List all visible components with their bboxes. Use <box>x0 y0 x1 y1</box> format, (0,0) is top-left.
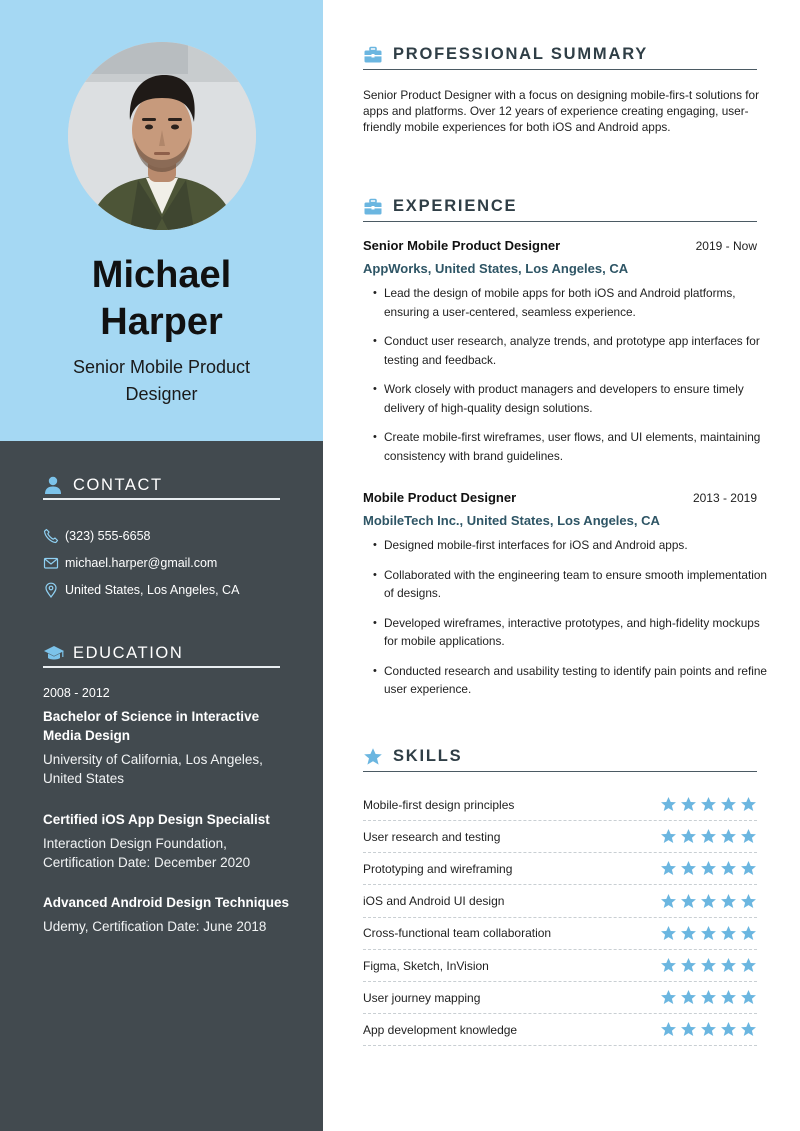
skill-name: User research and testing <box>363 829 501 844</box>
first-name: Michael <box>91 254 232 296</box>
rating-star-icon <box>720 989 737 1006</box>
user-icon <box>43 475 63 495</box>
graduation-cap-icon <box>43 643 63 663</box>
rating-star-icon <box>700 925 717 942</box>
skill-name: iOS and Android UI design <box>363 894 505 909</box>
education-item <box>43 810 293 872</box>
rating-star-icon <box>740 957 757 974</box>
rating-star-icon <box>680 796 697 813</box>
skill-rating <box>660 1021 757 1038</box>
education-institution: Udemy, Certification Date: June 2018 <box>43 919 267 934</box>
job-bullet: • Designed mobile-first interfaces for iOS and Android apps. <box>363 536 767 555</box>
job-bullet: • Developed wireframes, interactive prototypes, and high-fidelity mockups for mobile applications. <box>363 614 767 651</box>
profile-header <box>0 0 323 441</box>
job-entry <box>363 490 767 710</box>
briefcase-icon <box>363 197 383 217</box>
phone-text: (323) 555-6658 <box>65 529 151 543</box>
contact-phone <box>43 526 150 546</box>
skill-row <box>363 1014 757 1046</box>
skill-row <box>363 789 757 821</box>
skill-rating <box>660 796 757 813</box>
rating-star-icon <box>660 989 677 1006</box>
job-dates: 2013 - 2019 <box>692 491 757 505</box>
skill-name: Figma, Sketch, InVision <box>363 958 489 973</box>
rating-star-icon <box>720 1021 737 1038</box>
education-heading <box>43 640 280 668</box>
rating-star-icon <box>680 860 697 877</box>
rating-star-icon <box>660 828 677 845</box>
title-line-1: Senior Mobile Product <box>72 357 251 377</box>
job-company: AppWorks, United States, Los Angeles, CA <box>363 261 629 276</box>
rating-star-icon <box>680 989 697 1006</box>
job-title: Mobile Product Designer <box>363 490 517 505</box>
skill-rating <box>660 989 757 1006</box>
skills-title: SKILLS <box>393 747 463 765</box>
skill-name: User journey mapping <box>363 990 481 1005</box>
summary-heading <box>363 40 757 70</box>
job-bullet: • Create mobile-first wireframes, user flows, and UI elements, maintaining consistency with brand guidelines. <box>363 428 767 465</box>
star-icon <box>363 747 383 767</box>
phone-icon <box>43 528 59 544</box>
rating-star-icon <box>740 796 757 813</box>
skill-rating <box>660 893 757 910</box>
rating-star-icon <box>740 860 757 877</box>
skill-rating <box>660 860 757 877</box>
education-degree: Certified iOS App Design Specialist <box>43 812 270 827</box>
map-pin-icon <box>43 582 59 598</box>
summary-text: Senior Product Designer with a focus on designing mobile-firs-t solutions for apps and platforms. Over 12 years of experience creating engaging, user-friendly mobile experiences for both iOS and Android apps. <box>363 88 760 134</box>
skill-rating <box>660 828 757 845</box>
rating-star-icon <box>700 989 717 1006</box>
rating-star-icon <box>660 860 677 877</box>
briefcase-icon <box>363 45 383 65</box>
skill-row <box>363 982 757 1014</box>
rating-star-icon <box>660 957 677 974</box>
rating-star-icon <box>700 957 717 974</box>
rating-star-icon <box>740 828 757 845</box>
sidebar <box>0 0 323 1131</box>
skill-name: Cross-functional team collaboration <box>363 926 552 941</box>
job-title: Senior Mobile Product Designer <box>363 238 561 253</box>
rating-star-icon <box>740 1021 757 1038</box>
summary-title: PROFESSIONAL SUMMARY <box>393 45 649 63</box>
candidate-title <box>40 354 283 408</box>
education-item <box>43 893 293 936</box>
job-company: MobileTech Inc., United States, Los Angeles, CA <box>363 513 660 528</box>
title-line-2: Designer <box>125 384 198 404</box>
skill-row <box>363 853 757 885</box>
rating-star-icon <box>700 796 717 813</box>
skill-name: Prototyping and wireframing <box>363 861 513 876</box>
rating-star-icon <box>700 828 717 845</box>
contact-title: CONTACT <box>73 475 163 494</box>
rating-star-icon <box>700 1021 717 1038</box>
rating-star-icon <box>740 893 757 910</box>
skills-heading <box>363 742 757 772</box>
experience-title: EXPERIENCE <box>393 197 518 215</box>
rating-star-icon <box>720 925 737 942</box>
job-bullets <box>363 284 767 465</box>
contact-location <box>43 580 239 600</box>
envelope-icon <box>43 555 59 571</box>
rating-star-icon <box>680 957 697 974</box>
job-bullets <box>363 536 767 699</box>
rating-star-icon <box>720 796 737 813</box>
candidate-name <box>0 252 323 346</box>
skill-row <box>363 950 757 982</box>
profile-photo <box>68 42 256 230</box>
rating-star-icon <box>720 828 737 845</box>
email-text: michael.harper@gmail.com <box>65 556 218 570</box>
education-institution: Interaction Design Foundation, Certification Date: December 2020 <box>43 836 251 870</box>
skill-rating <box>660 925 757 942</box>
education-item <box>43 686 293 788</box>
rating-star-icon <box>660 1021 677 1038</box>
rating-star-icon <box>720 860 737 877</box>
job-bullet: • Conduct user research, analyze trends, and prototype app interfaces for testing and feedback. <box>363 332 767 369</box>
experience-heading <box>363 192 757 222</box>
education-degree: Advanced Android Design Techniques <box>43 895 290 910</box>
rating-star-icon <box>740 989 757 1006</box>
rating-star-icon <box>660 893 677 910</box>
job-dates: 2019 - Now <box>695 239 757 253</box>
rating-star-icon <box>680 925 697 942</box>
skill-rating <box>660 957 757 974</box>
education-institution: University of California, Los Angeles, United States <box>43 752 263 786</box>
location-text: United States, Los Angeles, CA <box>65 583 240 597</box>
skill-row <box>363 821 757 853</box>
skill-row <box>363 886 757 918</box>
rating-star-icon <box>720 893 737 910</box>
job-bullet: • Collaborated with the engineering team to ensure smooth implementation of designs. <box>363 566 767 603</box>
skill-name: App development knowledge <box>363 1022 518 1037</box>
job-bullet: • Conducted research and usability testing to identify pain points and refine user experience. <box>363 662 767 699</box>
rating-star-icon <box>720 957 737 974</box>
job-bullet: • Lead the design of mobile apps for both iOS and Android platforms, ensuring a user-centered, seamless experience. <box>363 284 767 321</box>
skill-row <box>363 918 757 950</box>
rating-star-icon <box>740 925 757 942</box>
contact-email <box>43 553 217 573</box>
education-degree: Bachelor of Science in Interactive Media Design <box>43 709 260 743</box>
education-title: EDUCATION <box>73 643 184 662</box>
rating-star-icon <box>680 828 697 845</box>
last-name: Harper <box>100 301 223 343</box>
contact-heading <box>43 472 280 500</box>
rating-star-icon <box>700 893 717 910</box>
rating-star-icon <box>660 925 677 942</box>
rating-star-icon <box>680 893 697 910</box>
education-years: 2008 - 2012 <box>43 686 110 700</box>
rating-star-icon <box>680 1021 697 1038</box>
skill-name: Mobile-first design principles <box>363 797 515 812</box>
rating-star-icon <box>700 860 717 877</box>
job-bullet: • Work closely with product managers and developers to ensure timely delivery of high-quality design solutions. <box>363 380 767 417</box>
job-entry <box>363 238 767 476</box>
rating-star-icon <box>660 796 677 813</box>
